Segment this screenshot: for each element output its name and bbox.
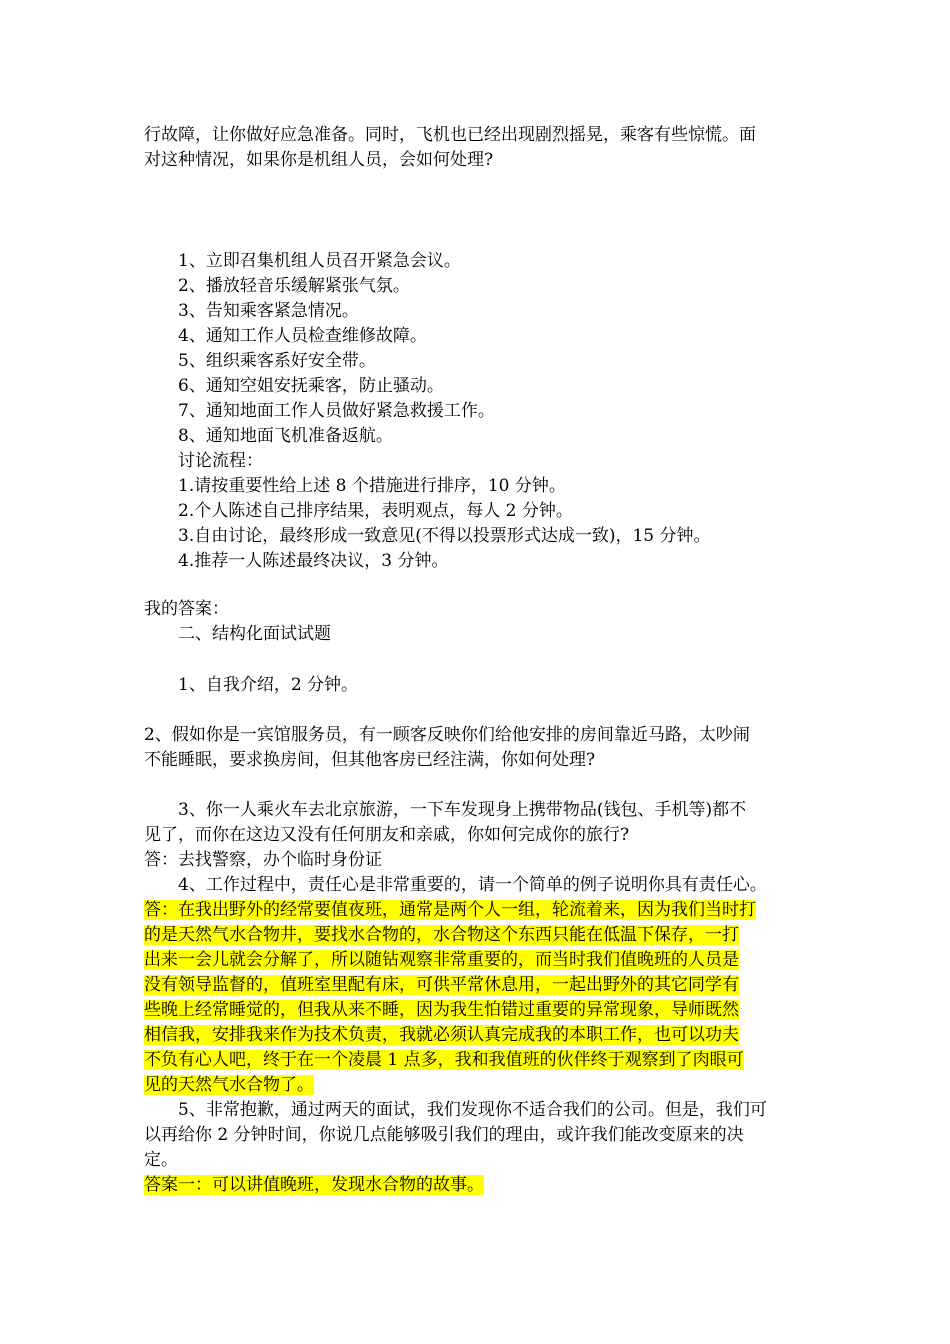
answer-highlight-line xyxy=(144,973,814,998)
highlighted-answer: 没有领导监督的，值班室里配有床，可供平常休息用，一起出野外的其它同学有 xyxy=(144,975,739,995)
question-text: 不能睡眠，要求换房间，但其他客房已经注满，你如何处理? xyxy=(144,750,596,770)
answer-text: 答：去找警察，办个临时身份证 xyxy=(144,850,382,870)
list-item: 1、立即召集机组人员召开紧急会议。 xyxy=(178,251,461,271)
question-3 xyxy=(144,798,814,1198)
list-item: 2、播放轻音乐缓解紧张气氛。 xyxy=(178,276,410,296)
my-answer-label: 我的答案： xyxy=(144,599,229,619)
intro-line: 行故障，让你做好应急准备。同时，飞机也已经出现剧烈摇晃，乘客有些惊慌。面 xyxy=(144,125,756,145)
highlighted-answer: 相信我，安排我来作为技术负责，我就必须认真完成我的本职工作，也可以功夫 xyxy=(144,1025,739,1045)
answer-highlight-line xyxy=(144,898,814,923)
section-title: 二、结构化面试试题 xyxy=(178,624,331,644)
answer-highlight-line xyxy=(144,1023,814,1048)
discussion-step: 2.个人陈述自己排序结果，表明观点，每人 2 分钟。 xyxy=(178,501,573,521)
my-answer-block xyxy=(144,597,814,647)
answer-highlight-line xyxy=(144,1048,814,1073)
question-text: 4、工作过程中，责任心是非常重要的，请一个简单的例子说明你具有责任心。 xyxy=(178,875,767,895)
list-item: 6、通知空姐安抚乘客，防止骚动。 xyxy=(178,376,444,396)
answer-highlight-line xyxy=(144,1073,814,1098)
question-text: 以再给你 2 分钟时间，你说几点能够吸引我们的理由，或许我们能改变原来的决 xyxy=(144,1125,744,1145)
question-text: 3、你一人乘火车去北京旅游，一下车发现身上携带物品(钱包、手机等)都不 xyxy=(178,800,747,820)
intro-paragraph xyxy=(144,123,814,173)
discussion-step: 3.自由讨论，最终形成一致意见(不得以投票形式达成一致)，15 分钟。 xyxy=(178,526,711,546)
question-text: 定。 xyxy=(144,1150,178,1170)
highlighted-answer: 的是天然气水合物井，要找水合物的，水合物这个东西只能在低温下保存，一打 xyxy=(144,925,739,945)
highlighted-answer: 不负有心人吧，终于在一个凌晨 1 点多，我和我值班的伙伴终于观察到了肉眼可 xyxy=(144,1050,744,1070)
measures-list xyxy=(144,249,814,574)
highlighted-answer: 些晚上经常睡觉的，但我从来不睡，因为我生怕错过重要的异常现象，导师既然 xyxy=(144,1000,739,1020)
intro-line: 对这种情况，如果你是机组人员，会如何处理? xyxy=(144,150,494,170)
discussion-step: 4.推荐一人陈述最终决议，3 分钟。 xyxy=(178,551,449,571)
answer-highlight-line xyxy=(144,998,814,1023)
question-1 xyxy=(144,673,814,698)
highlighted-answer: 出来一会儿就会分解了，所以随钻观察非常重要的，而当时我们值晚班的人员是 xyxy=(144,950,739,970)
list-item: 7、通知地面工作人员做好紧急救援工作。 xyxy=(178,401,495,421)
discussion-step: 1.请按重要性给上述 8 个措施进行排序，10 分钟。 xyxy=(178,476,566,496)
question-text: 见了，而你在这边又没有任何朋友和亲戚，你如何完成你的旅行? xyxy=(144,825,630,845)
list-item: 4、通知工作人员检查维修故障。 xyxy=(178,326,427,346)
highlighted-answer: 答案一：可以讲值晚班，发现水合物的故事。 xyxy=(144,1175,484,1195)
answer-highlight-line xyxy=(144,1173,814,1198)
question-text: 5、非常抱歉，通过两天的面试，我们发现你不适合我们的公司。但是，我们可 xyxy=(178,1100,767,1120)
question-text: 1、自我介绍，2 分钟。 xyxy=(178,675,359,695)
list-item: 5、组织乘客系好安全带。 xyxy=(178,351,376,371)
highlighted-answer: 答：在我出野外的经常要值夜班，通常是两个人一组，轮流着来，因为我们当时打 xyxy=(144,900,756,920)
answer-highlight-line xyxy=(144,923,814,948)
question-2 xyxy=(144,723,814,773)
highlighted-answer: 见的天然气水合物了。 xyxy=(144,1075,314,1095)
answer-highlight-line xyxy=(144,948,814,973)
question-text: 2、假如你是一宾馆服务员，有一顾客反映你们给他安排的房间靠近马路，太吵闹 xyxy=(144,725,750,745)
discussion-title: 讨论流程： xyxy=(178,451,263,471)
list-item: 3、告知乘客紧急情况。 xyxy=(178,301,359,321)
list-item: 8、通知地面飞机准备返航。 xyxy=(178,426,393,446)
